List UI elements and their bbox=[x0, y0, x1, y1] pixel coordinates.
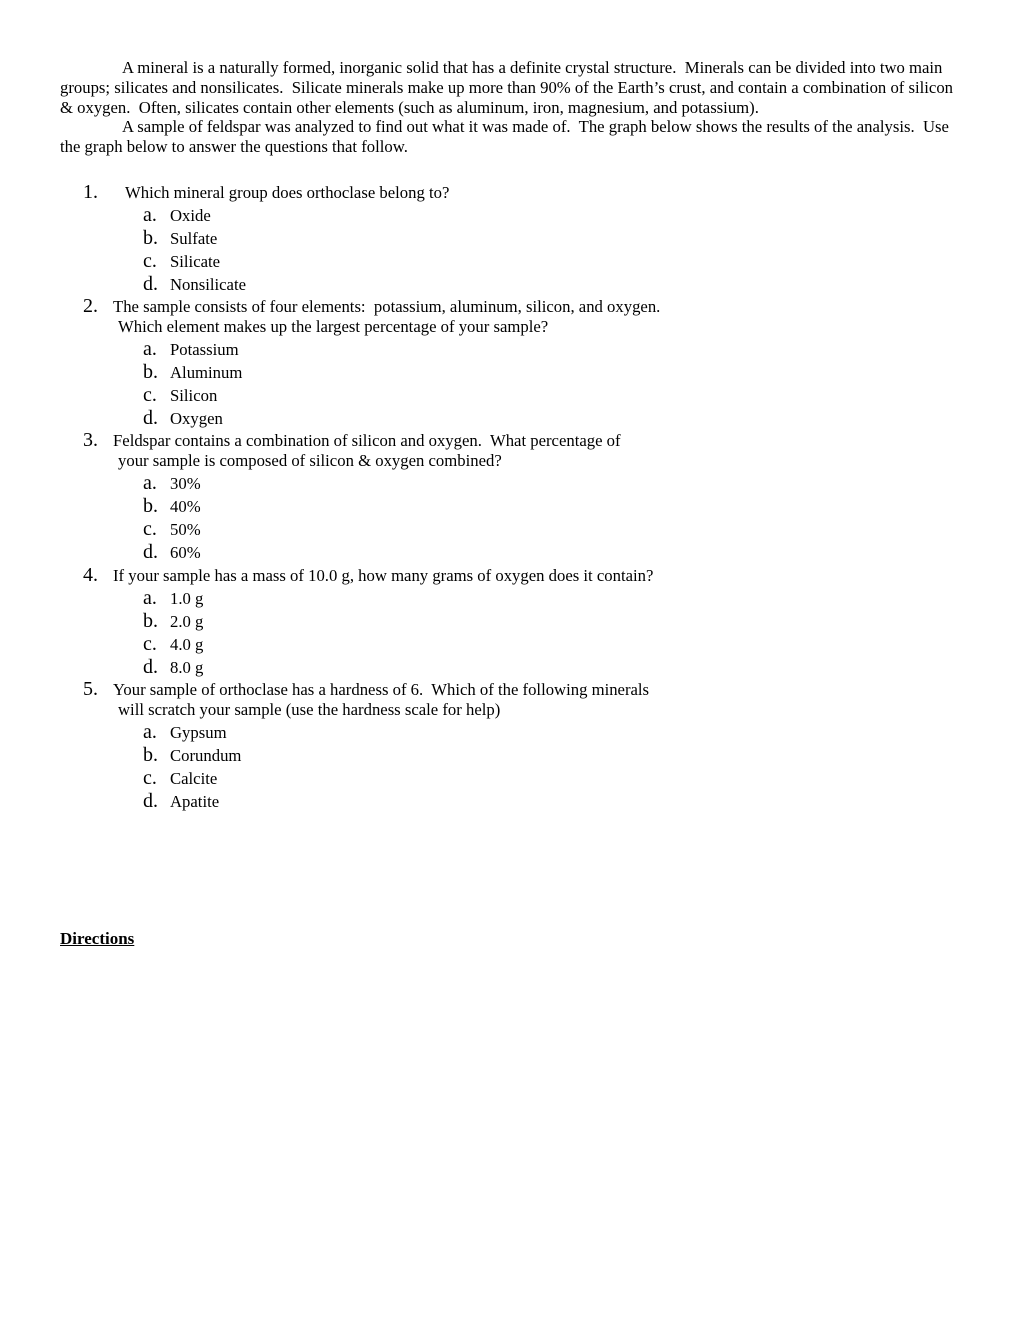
answer-option bbox=[60, 495, 960, 518]
question-first-line bbox=[60, 564, 960, 587]
option-text: 50% bbox=[170, 519, 201, 539]
option-letter: d. bbox=[143, 406, 158, 429]
question-text: Which mineral group does orthoclase belong to? bbox=[125, 182, 450, 202]
answer-option bbox=[60, 767, 960, 790]
option-text: 30% bbox=[170, 473, 201, 493]
option-text: 60% bbox=[170, 542, 201, 562]
option-text: Silicate bbox=[170, 251, 221, 271]
option-letter: b. bbox=[143, 226, 158, 249]
paragraph-line: A sample of feldspar was analyzed to find out what it was made of. The graph below shows the results of the analysis. Use bbox=[122, 117, 949, 137]
question-item bbox=[60, 181, 960, 296]
option-letter: b. bbox=[143, 360, 158, 383]
answer-option bbox=[60, 633, 960, 656]
option-letter: a. bbox=[143, 337, 157, 360]
answer-option bbox=[60, 273, 960, 296]
directions-heading: Directions bbox=[60, 928, 135, 948]
answer-option bbox=[60, 361, 960, 384]
question-text-continued: Which element makes up the largest percentage of your sample? bbox=[118, 316, 549, 336]
question-text-continued: will scratch your sample (use the hardness scale for help) bbox=[118, 699, 501, 719]
question-first-line bbox=[60, 296, 960, 316]
question-text: If your sample has a mass of 10.0 g, how many grams of oxygen does it contain? bbox=[113, 565, 654, 585]
answer-option bbox=[60, 587, 960, 610]
answer-option bbox=[60, 204, 960, 227]
question-number: 2. bbox=[83, 294, 98, 317]
answer-option bbox=[60, 610, 960, 633]
option-letter: a. bbox=[143, 720, 157, 743]
option-text: Gypsum bbox=[170, 722, 227, 742]
question-first-line bbox=[60, 679, 960, 699]
answer-option bbox=[60, 541, 960, 564]
option-letter: c. bbox=[143, 249, 157, 272]
option-letter: c. bbox=[143, 766, 157, 789]
answer-option bbox=[60, 790, 960, 813]
question-text: Your sample of orthoclase has a hardness of 6. Which of the following minerals bbox=[113, 679, 650, 699]
answer-option bbox=[60, 721, 960, 744]
option-text: 8.0 g bbox=[170, 657, 204, 677]
question-item bbox=[60, 296, 960, 430]
option-letter: d. bbox=[143, 272, 158, 295]
option-letter: a. bbox=[143, 203, 157, 226]
option-text: 40% bbox=[170, 496, 201, 516]
answer-option bbox=[60, 384, 960, 407]
option-letter: c. bbox=[143, 632, 157, 655]
option-letter: b. bbox=[143, 743, 158, 766]
option-text: Calcite bbox=[170, 768, 218, 788]
question-item bbox=[60, 430, 960, 564]
option-letter: b. bbox=[143, 494, 158, 517]
paragraph-line: & oxygen. Often, silicates contain other elements (such as aluminum, iron, magnesium, and potassium). bbox=[60, 97, 759, 117]
question-number: 4. bbox=[83, 563, 98, 586]
answer-option bbox=[60, 518, 960, 541]
option-text: Sulfate bbox=[170, 228, 218, 248]
answer-option bbox=[60, 744, 960, 767]
option-letter: c. bbox=[143, 383, 157, 406]
option-text: Oxygen bbox=[170, 408, 223, 428]
question-text-continued: your sample is composed of silicon & oxygen combined? bbox=[118, 450, 502, 470]
option-letter: c. bbox=[143, 517, 157, 540]
intro-paragraph-1 bbox=[60, 58, 960, 117]
option-letter: d. bbox=[143, 655, 158, 678]
paragraph-line: A mineral is a naturally formed, inorganic solid that has a definite crystal structure. Minerals can be divided into two main bbox=[122, 58, 943, 77]
intro-paragraph-2 bbox=[60, 117, 960, 157]
question-number: 5. bbox=[83, 677, 98, 700]
question-first-line bbox=[60, 430, 960, 450]
question-number: 3. bbox=[83, 428, 98, 451]
option-text: Aluminum bbox=[170, 362, 243, 382]
paragraph-line: the graph below to answer the questions that follow. bbox=[60, 137, 408, 157]
question-first-line bbox=[60, 181, 960, 204]
option-letter: d. bbox=[143, 540, 158, 563]
option-text: Apatite bbox=[170, 791, 220, 811]
answer-option bbox=[60, 407, 960, 430]
answer-option bbox=[60, 250, 960, 273]
answer-option bbox=[60, 227, 960, 250]
option-text: Potassium bbox=[170, 339, 239, 359]
option-text: Nonsilicate bbox=[170, 274, 246, 294]
option-letter: a. bbox=[143, 586, 157, 609]
answer-option bbox=[60, 656, 960, 679]
question-list bbox=[60, 181, 960, 813]
option-letter: b. bbox=[143, 609, 158, 632]
option-text: 4.0 g bbox=[170, 634, 204, 654]
question-item bbox=[60, 564, 960, 679]
option-text: Silicon bbox=[170, 385, 218, 405]
answer-option bbox=[60, 472, 960, 495]
answer-option bbox=[60, 338, 960, 361]
option-text: 2.0 g bbox=[170, 611, 204, 631]
option-text: Oxide bbox=[170, 205, 211, 225]
option-letter: a. bbox=[143, 471, 157, 494]
option-text: 1.0 g bbox=[170, 588, 204, 608]
option-text: Corundum bbox=[170, 745, 242, 765]
question-text: The sample consists of four elements: potassium, aluminum, silicon, and oxygen. bbox=[113, 296, 661, 316]
paragraph-line: groups; silicates and nonsilicates. Silicate minerals make up more than 90% of the Earth’s crust, and contain a combination of silicon bbox=[60, 77, 954, 97]
option-letter: d. bbox=[143, 789, 158, 812]
question-item bbox=[60, 679, 960, 813]
question-text: Feldspar contains a combination of silicon and oxygen. What percentage of bbox=[113, 430, 621, 450]
question-number: 1. bbox=[83, 180, 98, 203]
